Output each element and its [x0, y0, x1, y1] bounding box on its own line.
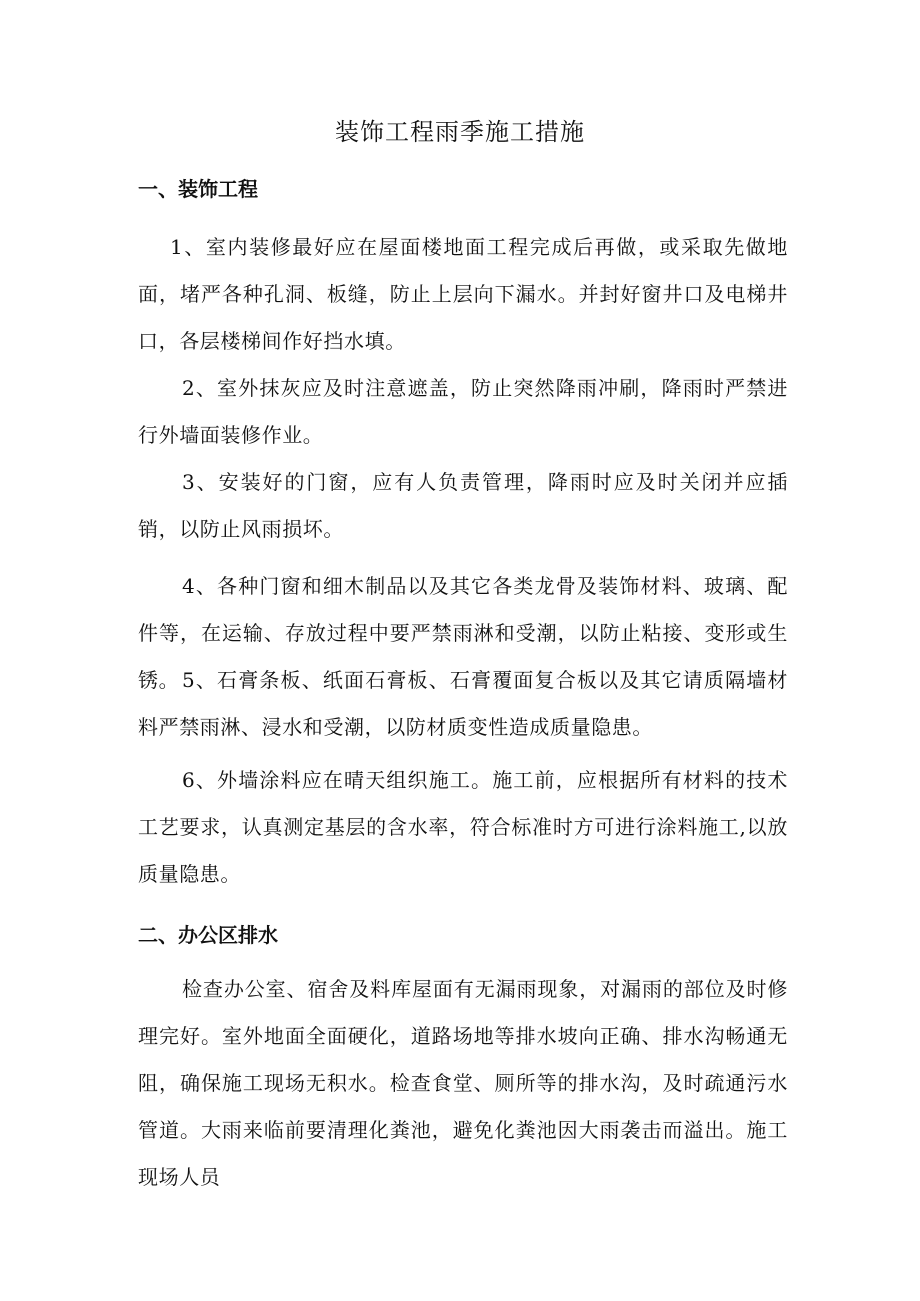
paragraph-item-5: 5、石膏条板、纸面石膏板、石膏覆面复合板以及其它请质隔墙材料严禁雨淋、浸水和受潮，以防材质变性造成质量隐患。: [138, 668, 788, 739]
paragraph-office-drainage: 检查办公室、宿舍及料库屋面有无漏雨现象，对漏雨的部位及时修理完好。室外地面全面硬化，道路场地等排水坡向正确、排水沟畅通无阻，确保施工现场无积水。检查食堂、厕所等的排水沟，及时疏通污水管道。大雨来临前要清理化粪池，避免化粪池因大雨袭击而溢出。施工现场人员: [138, 977, 788, 1189]
paragraph-item-3: 3、安装好的门窗，应有人负责管理，降雨时应及时关闭并应插销，以防止风雨损坏。: [138, 470, 788, 541]
paragraph-item-6: 6、外墙涂料应在晴天组织施工。施工前，应根据所有材料的技术工艺要求，认真测定基层的含水率，符合标准时方可进行涂料施工,以放质量隐患。: [138, 768, 788, 886]
section-heading-office-drainage: 二、办公区排水: [138, 923, 278, 947]
paragraph-item-2: 2、室外抹灰应及时注意遮盖，防止突然降雨冲刷，降雨时严禁进行外墙面装修作业。: [138, 376, 788, 447]
section-heading-decoration: 一、装饰工程: [138, 177, 258, 201]
paragraph-item-1: 1、室内装修最好应在屋面楼地面工程完成后再做，或采取先做地面，堵严各种孔洞、板缝，防止上层向下漏水。并封好窗井口及电梯井口，各层楼梯间作好挡水填。: [138, 235, 788, 353]
document-title: 装饰工程雨季施工措施: [335, 118, 585, 146]
paragraph-item-4: 4、各种门窗和细木制品以及其它各类龙骨及装饰材料、玻璃、配件等，在运输、存放过程中要严禁雨淋和受潮，以防止粘接、变形或生锈。: [138, 574, 788, 692]
